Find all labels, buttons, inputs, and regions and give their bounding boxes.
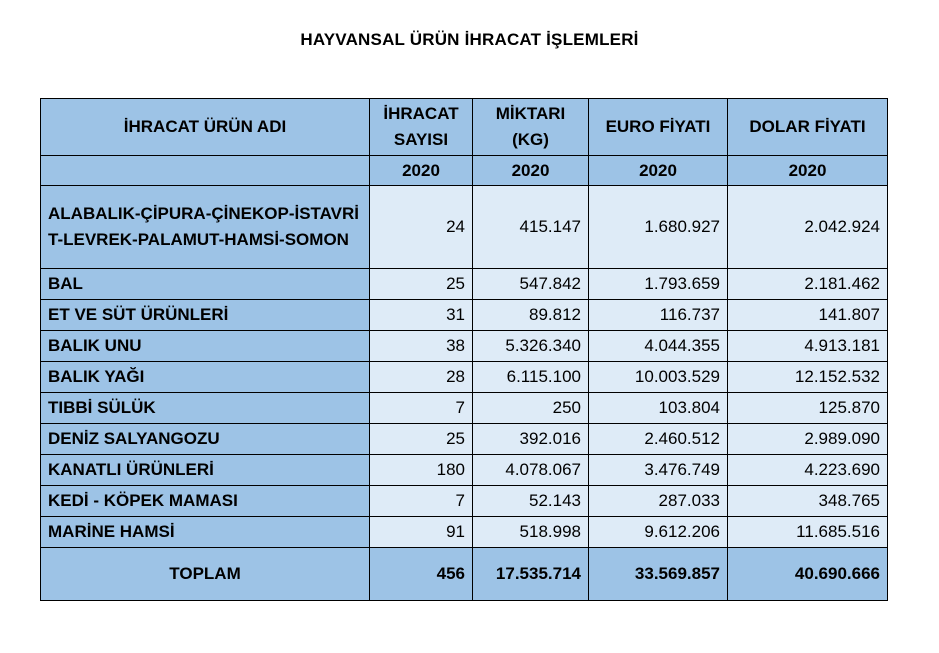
total-amount: 17.535.714 — [473, 548, 589, 601]
table-row — [41, 393, 888, 424]
total-count: 456 — [370, 548, 473, 601]
table-row — [41, 269, 888, 300]
amount-kg: 518.998 — [473, 517, 589, 548]
product-name: ET VE SÜT ÜRÜNLERİ — [41, 300, 370, 331]
euro-price: 9.612.206 — [589, 517, 728, 548]
euro-price: 1.793.659 — [589, 269, 728, 300]
dollar-price: 4.223.690 — [728, 455, 888, 486]
year-dollar: 2020 — [728, 156, 888, 186]
year-row — [41, 156, 888, 186]
export-count: 7 — [370, 393, 473, 424]
export-count: 91 — [370, 517, 473, 548]
product-name: DENİZ SALYANGOZU — [41, 424, 370, 455]
euro-price: 103.804 — [589, 393, 728, 424]
euro-price: 2.460.512 — [589, 424, 728, 455]
euro-price: 3.476.749 — [589, 455, 728, 486]
table-body — [41, 186, 888, 548]
export-count: 180 — [370, 455, 473, 486]
euro-price: 116.737 — [589, 300, 728, 331]
year-euro: 2020 — [589, 156, 728, 186]
euro-price: 287.033 — [589, 486, 728, 517]
dollar-price: 125.870 — [728, 393, 888, 424]
amount-kg: 52.143 — [473, 486, 589, 517]
export-count: 28 — [370, 362, 473, 393]
product-name: KANATLI ÜRÜNLERİ — [41, 455, 370, 486]
export-count: 38 — [370, 331, 473, 362]
export-count: 25 — [370, 269, 473, 300]
dollar-price: 11.685.516 — [728, 517, 888, 548]
year-count: 2020 — [370, 156, 473, 186]
euro-price: 10.003.529 — [589, 362, 728, 393]
amount-kg: 4.078.067 — [473, 455, 589, 486]
header-export-count: İHRACAT SAYISI — [370, 99, 473, 156]
header-dollar-price: DOLAR FİYATI — [728, 99, 888, 156]
dollar-price: 12.152.532 — [728, 362, 888, 393]
table-row — [41, 300, 888, 331]
header-row — [41, 99, 888, 156]
year-amount: 2020 — [473, 156, 589, 186]
euro-price: 1.680.927 — [589, 186, 728, 269]
euro-price: 4.044.355 — [589, 331, 728, 362]
dollar-price: 141.807 — [728, 300, 888, 331]
product-name: BAL — [41, 269, 370, 300]
table-row — [41, 362, 888, 393]
product-name: MARİNE HAMSİ — [41, 517, 370, 548]
header-product-name: İHRACAT ÜRÜN ADI — [41, 99, 370, 156]
page-title: HAYVANSAL ÜRÜN İHRACAT İŞLEMLERİ — [300, 30, 639, 49]
dollar-price: 348.765 — [728, 486, 888, 517]
amount-kg: 5.326.340 — [473, 331, 589, 362]
table-row — [41, 186, 888, 269]
product-name: TIBBİ SÜLÜK — [41, 393, 370, 424]
table-row — [41, 486, 888, 517]
amount-kg: 547.842 — [473, 269, 589, 300]
total-label: TOPLAM — [41, 548, 370, 601]
dollar-price: 2.989.090 — [728, 424, 888, 455]
product-name: ALABALIK-ÇİPURA-ÇİNEKOP-İSTAVRİT-LEVREK-PALAMUT-HAMSİ-SOMON — [41, 186, 370, 269]
export-count: 25 — [370, 424, 473, 455]
export-table — [40, 98, 888, 601]
total-dollar: 40.690.666 — [728, 548, 888, 601]
amount-kg: 89.812 — [473, 300, 589, 331]
year-empty-cell — [41, 156, 370, 186]
dollar-price: 2.181.462 — [728, 269, 888, 300]
table-row — [41, 331, 888, 362]
product-name: BALIK YAĞI — [41, 362, 370, 393]
amount-kg: 6.115.100 — [473, 362, 589, 393]
export-count: 7 — [370, 486, 473, 517]
product-name: BALIK UNU — [41, 331, 370, 362]
table-row — [41, 455, 888, 486]
export-count: 24 — [370, 186, 473, 269]
amount-kg: 415.147 — [473, 186, 589, 269]
header-amount: MİKTARI (KG) — [473, 99, 589, 156]
dollar-price: 4.913.181 — [728, 331, 888, 362]
dollar-price: 2.042.924 — [728, 186, 888, 269]
total-row — [41, 548, 888, 601]
amount-kg: 250 — [473, 393, 589, 424]
table-row — [41, 517, 888, 548]
product-name: KEDİ - KÖPEK MAMASI — [41, 486, 370, 517]
table-row — [41, 424, 888, 455]
header-euro-price: EURO FİYATI — [589, 99, 728, 156]
amount-kg: 392.016 — [473, 424, 589, 455]
total-euro: 33.569.857 — [589, 548, 728, 601]
export-count: 31 — [370, 300, 473, 331]
